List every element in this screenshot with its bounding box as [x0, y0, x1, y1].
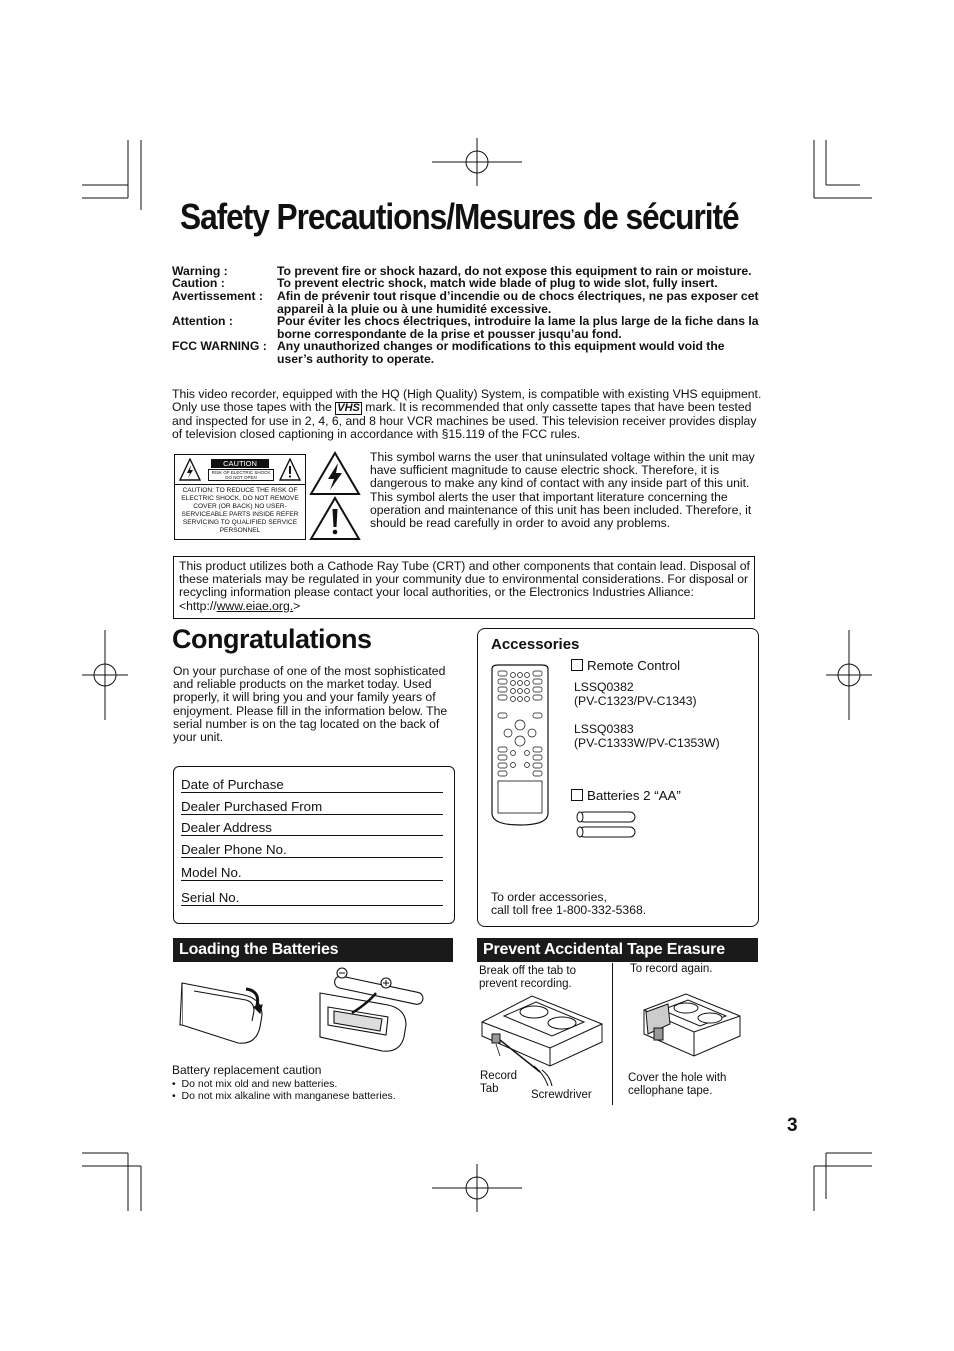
eiae-link[interactable]: www.eiae.org. — [216, 598, 294, 613]
aa-batteries-icon — [574, 809, 638, 843]
battery-caution-title: Battery replacement caution — [172, 1063, 322, 1077]
lightning-symbol-icon — [309, 451, 361, 497]
order-line-1: To order accessories, — [491, 890, 607, 904]
warning-row: Warning : To prevent fire or shock hazard, do not expose this equipment to rain or moisture. — [172, 264, 752, 278]
dealer-info-form — [173, 766, 455, 924]
warning-row: Attention : Pour éviter les chocs électriques, introduire la lame la plus large de la fiche dans la borne correspondante de la prise et pousser jusqu’au fond. — [172, 314, 759, 341]
remote-models-2: (PV-C1333W/PV-C1353W) — [574, 736, 720, 750]
remote-code-2: LSSQ0383 — [574, 722, 634, 736]
symbol-explanations — [370, 451, 758, 530]
warnings-list — [172, 265, 762, 366]
battery-caution-bullet: • Do not mix alkaline with manganese batteries. — [172, 1090, 396, 1102]
dealer-field[interactable]: Model No. — [181, 865, 443, 881]
remote-control-icon — [488, 663, 552, 828]
cover-hole-label: Cover the hole with cellophane tape. — [628, 1072, 727, 1097]
checkbox-icon — [571, 659, 583, 671]
order-line-2: call toll free 1-800-332-5368. — [491, 903, 647, 917]
caution-body: CAUTION: TO REDUCE THE RISK OF ELECTRIC SHOCK, DO NOT REMOVE COVER (OR BACK) NO USER-SERVICEABLE PARTS INSIDE REFER SERVICING TO QUALIFIED SERVICE PERSONNEL — [181, 487, 299, 534]
congratulations-heading: Congratulations — [172, 624, 372, 654]
erasure-divider — [612, 963, 613, 1105]
warning-row: Caution : To prevent electric shock, match wide blade of plug to wide slot, fully insert. — [172, 276, 718, 290]
remote-control-item: Remote Control — [571, 659, 680, 673]
remote-code-1: LSSQ0382 — [574, 680, 634, 694]
caution-label — [174, 454, 306, 540]
exclamation-explanation: This symbol alerts the user that important literature concerning the operation and maintenance of this unit has been included. Therefore, it should be read carefully in order to avoid any problems. — [370, 489, 752, 531]
congratulations-text: On your purchase of one of the most sophisticated and reliable products on the market today. Used properly, it will bring you and your family years of enjoyment. Please fill in the information below. The serial number is on the tag located on the back of your unit. — [173, 664, 448, 745]
loading-batteries-title: Loading the Batteries — [173, 938, 453, 962]
checkbox-icon — [571, 789, 583, 801]
cassette-tape-cover-illustration — [622, 990, 752, 1076]
exclamation-triangle-icon — [279, 458, 301, 482]
tape-erasure-title: Prevent Accidental Tape Erasure — [477, 938, 758, 962]
vhs-intro-paragraph: This video recorder, equipped with the HQ (High Quality) System, is compatible with existing VHS equipment. Only use those tapes with the VHS mark. It is recommended that only cassette tapes that have been tested and inspected for use in 2, 4, 6, and 8 hour VCR machines be used. This television receiver provides display of television closed captioning in accordance with §15.119 of the FCC rules. — [172, 387, 762, 442]
dealer-field[interactable]: Dealer Address — [181, 820, 443, 836]
warning-row: FCC WARNING : Any unauthorized changes or modifications to this equipment would void the user’s authority to operate. — [172, 339, 725, 366]
vhs-logo: VHS — [337, 402, 360, 415]
page-number: 3 — [787, 1115, 798, 1136]
crt-notice: This product utilizes both a Cathode Ray Tube (CRT) and other components that contain lead. Disposal of these materials may be regulated in your community due to environmental considerations. For disposal or recycling information please contact your local authorities, or the Electronics Industries Alliance: <http://www.eiae.org.> — [173, 556, 755, 619]
dealer-field[interactable]: Date of Purchase — [181, 777, 443, 793]
accessories-title: Accessories — [491, 636, 580, 653]
break-tab-caption: Break off the tab to prevent recording. — [479, 965, 576, 990]
exclamation-symbol-icon — [309, 496, 361, 542]
remote-models-1: (PV-C1323/PV-C1343) — [574, 694, 697, 708]
page-title: Safety Precautions/Mesures de sécurité — [180, 196, 739, 237]
battery-caution-bullet: • Do not mix old and new batteries. — [172, 1078, 338, 1090]
battery-loading-illustration — [176, 965, 436, 1057]
record-tab-label: Record Tab — [480, 1070, 518, 1095]
caution-sub: RISK OF ELECTRIC SHOCK DO NOT OPEN — [208, 469, 274, 481]
lightning-triangle-icon — [179, 458, 201, 482]
dealer-field[interactable]: Dealer Phone No. — [181, 842, 443, 858]
batteries-item: Batteries 2 “AA” — [571, 789, 681, 803]
lightning-explanation: This symbol warns the user that uninsulated voltage within the unit may have sufficient magnitude to cause electric shock. Therefore, it is dangerous to make any kind of contact with any inside part of this unit. — [370, 450, 755, 491]
accessories-box — [477, 628, 759, 927]
dealer-field[interactable]: Serial No. — [181, 890, 443, 906]
record-again-caption: To record again. — [630, 963, 713, 975]
warning-row: Avertissement : Afin de prévenir tout risque d’incendie ou de chocs électriques, ne pas exposer cet appareil à la pluie ou à une humidité excessive. — [172, 289, 759, 316]
dealer-field[interactable]: Dealer Purchased From — [181, 799, 443, 815]
caution-header: CAUTION — [211, 459, 269, 468]
screwdriver-label: Screwdriver — [531, 1089, 592, 1101]
